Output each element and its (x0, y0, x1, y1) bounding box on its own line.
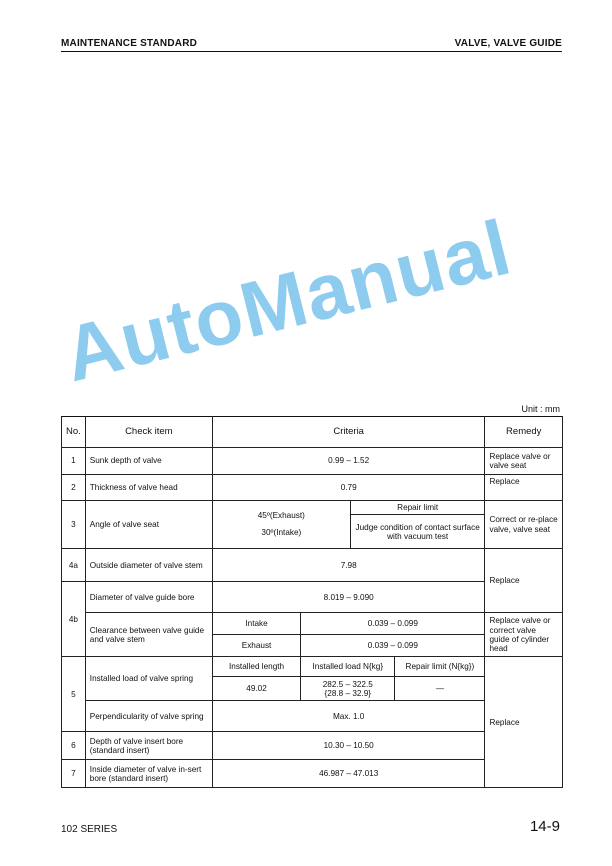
installed-length-value: 49.02 (212, 677, 300, 701)
unit-label: Unit : mm (521, 404, 560, 414)
criteria-value: 10.30 – 10.50 (212, 732, 485, 760)
criteria-value: 8.019 – 9.090 (212, 582, 485, 613)
table-row (62, 448, 563, 475)
angle-intake: 30º(Intake) (261, 527, 302, 537)
installed-load-newton: 282.5 – 322.5 (322, 679, 373, 689)
intake-label: Intake (212, 613, 300, 635)
header-criteria: Criteria (212, 417, 485, 448)
check-item: Sunk depth of valve (85, 448, 212, 475)
check-item: Perpendicularity of valve spring (85, 701, 212, 732)
check-item: Installed load of valve spring (85, 657, 212, 701)
repair-limit-value: — (395, 677, 485, 701)
criteria-value: Max. 1.0 (212, 701, 485, 732)
check-item: Angle of valve seat (85, 501, 212, 549)
remedy-cell: Replace (485, 657, 563, 788)
installed-load-kg: {28.8 – 32.9} (324, 688, 371, 698)
check-item: Outside diameter of valve stem (85, 549, 212, 582)
remedy-cell: Replace valve or valve seat (485, 448, 563, 475)
check-item: Thickness of valve head (85, 475, 212, 501)
header-left-title: MAINTENANCE STANDARD (61, 38, 198, 49)
table-row (62, 549, 563, 582)
intake-value: 0.039 – 0.099 (301, 613, 485, 635)
standard-angle-cell (212, 501, 350, 549)
remedy-cell: Replace (485, 549, 563, 613)
row-no: 6 (62, 732, 86, 760)
check-item: Clearance between valve guide and valve stem (85, 613, 212, 657)
table-row (62, 475, 563, 501)
table-row (62, 501, 563, 515)
exhaust-label: Exhaust (212, 635, 300, 657)
installed-load-header: Installed load N{kg} (301, 657, 395, 677)
installed-load-value-cell (301, 677, 395, 701)
remedy-cell: Replace valve or correct valve guide of cylinder head (485, 613, 563, 657)
criteria-value: 7.98 (212, 549, 485, 582)
watermark: AutoManual (55, 202, 520, 399)
row-no: 3 (62, 501, 86, 549)
repair-limit-value: Judge condition of contact surface with vacuum test (350, 515, 485, 549)
table-row (62, 613, 563, 635)
exhaust-value: 0.039 – 0.099 (301, 635, 485, 657)
footer-series: 102 SERIES (61, 824, 118, 835)
remedy-cell: Replace (485, 475, 563, 501)
check-item: Inside diameter of valve in-sert bore (standard insert) (85, 760, 212, 788)
row-no: 2 (62, 475, 86, 501)
row-no: 4a (62, 549, 86, 582)
repair-limit-header: Repair limit (350, 501, 485, 515)
row-no: 4b (62, 582, 86, 657)
criteria-value: 0.99 – 1.52 (212, 448, 485, 475)
header-check-item: Check item (85, 417, 212, 448)
angle-exhaust: 45º(Exhaust) (257, 511, 305, 521)
installed-length-header: Installed length (212, 657, 300, 677)
header-right-title: VALVE, VALVE GUIDE (454, 38, 562, 49)
row-no: 1 (62, 448, 86, 475)
check-item: Depth of valve insert bore (standard insert) (85, 732, 212, 760)
table-row (62, 657, 563, 677)
row-no: 7 (62, 760, 86, 788)
page-number: 14-9 (529, 818, 560, 835)
maintenance-standard-table (61, 416, 563, 788)
header-no: No. (62, 417, 86, 448)
criteria-value: 46.987 – 47.013 (212, 760, 485, 788)
remedy-cell: Correct or re-place valve, valve seat (485, 501, 563, 549)
row-no: 5 (62, 657, 86, 732)
header-remedy: Remedy (485, 417, 563, 448)
repair-limit-header: Repair limit (N{kg}) (395, 657, 485, 677)
table-header-row (62, 417, 563, 448)
criteria-value: 0.79 (212, 475, 485, 501)
check-item: Diameter of valve guide bore (85, 582, 212, 613)
header-rule (61, 51, 562, 52)
